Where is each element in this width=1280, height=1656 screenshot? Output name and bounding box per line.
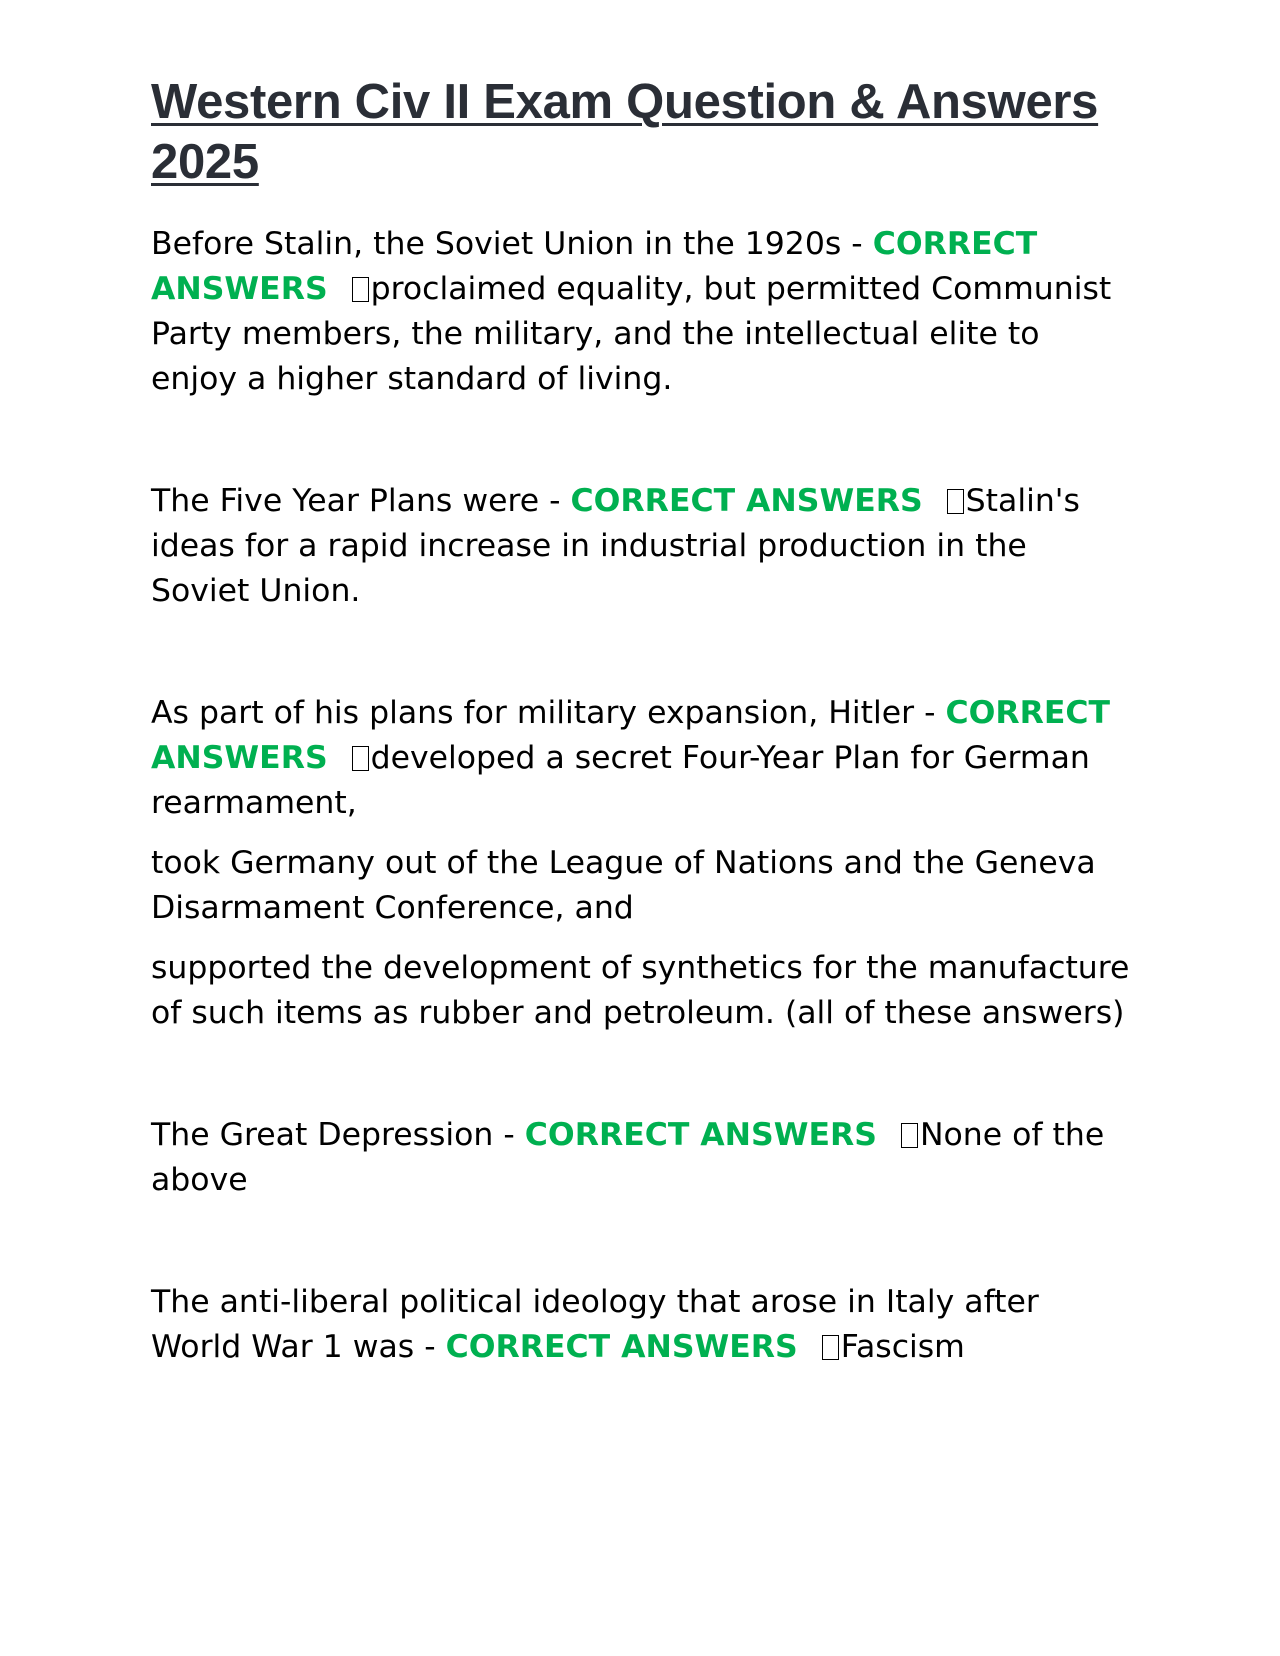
answer-text: Fascism [840,1329,965,1365]
correct-answers-label: CORRECT ANSWERS [570,483,923,519]
answer-continuation: took Germany out of the League of Nations and the Geneva Disarmament Conference, and [151,845,1096,926]
qa-paragraph [151,1280,1131,1370]
qa-item [151,691,1131,1036]
answer-continuation: supported the development of synthetics for the manufacture of such items as rubber and petroleum. (all of these answers) [151,950,1130,1031]
missing-glyph-icon [947,489,964,514]
missing-glyph-icon [901,1123,918,1148]
document-page [151,72,1131,1385]
qa-paragraph [151,1113,1131,1203]
missing-glyph-icon [822,1335,839,1360]
document-title: Western Civ II Exam Question & Answers 2025 [151,75,1099,189]
correct-answers-label: CORRECT ANSWERS [524,1117,877,1153]
answer-text: proclaimed equality, but permitted Communist Party members, the military, and the intellectual elite to enjoy a higher standard of living. [151,271,1112,397]
question-text: The Great Depression - [151,1117,515,1153]
correct-answers-label: CORRECT ANSWERS [151,695,1111,776]
missing-glyph-icon [352,746,369,771]
correct-answers-label: CORRECT ANSWERS [445,1329,798,1365]
correct-answers-label: CORRECT ANSWERS [151,226,1038,307]
qa-item [151,479,1131,614]
answer-text: None of the above [151,1117,1105,1198]
question-text: Before Stalin, the Soviet Union in the 1920s - [151,226,863,262]
qa-paragraph [151,691,1131,826]
qa-item [151,1280,1131,1370]
question-text: As part of his plans for military expansion, Hitler - [151,695,936,731]
answer-text: developed a secret Four-Year Plan for German rearmament, [151,740,1090,821]
missing-glyph-icon [352,277,369,302]
qa-paragraph [151,479,1131,614]
answer-text: Stalin's ideas for a rapid increase in industrial production in the Soviet Union. [151,483,1080,609]
qa-item [151,222,1131,402]
question-text: The anti-liberal political ideology that arose in Italy after World War 1 was - [151,1284,1039,1365]
question-text: The Five Year Plans were - [151,483,561,519]
qa-item [151,1113,1131,1203]
qa-paragraph [151,222,1131,402]
